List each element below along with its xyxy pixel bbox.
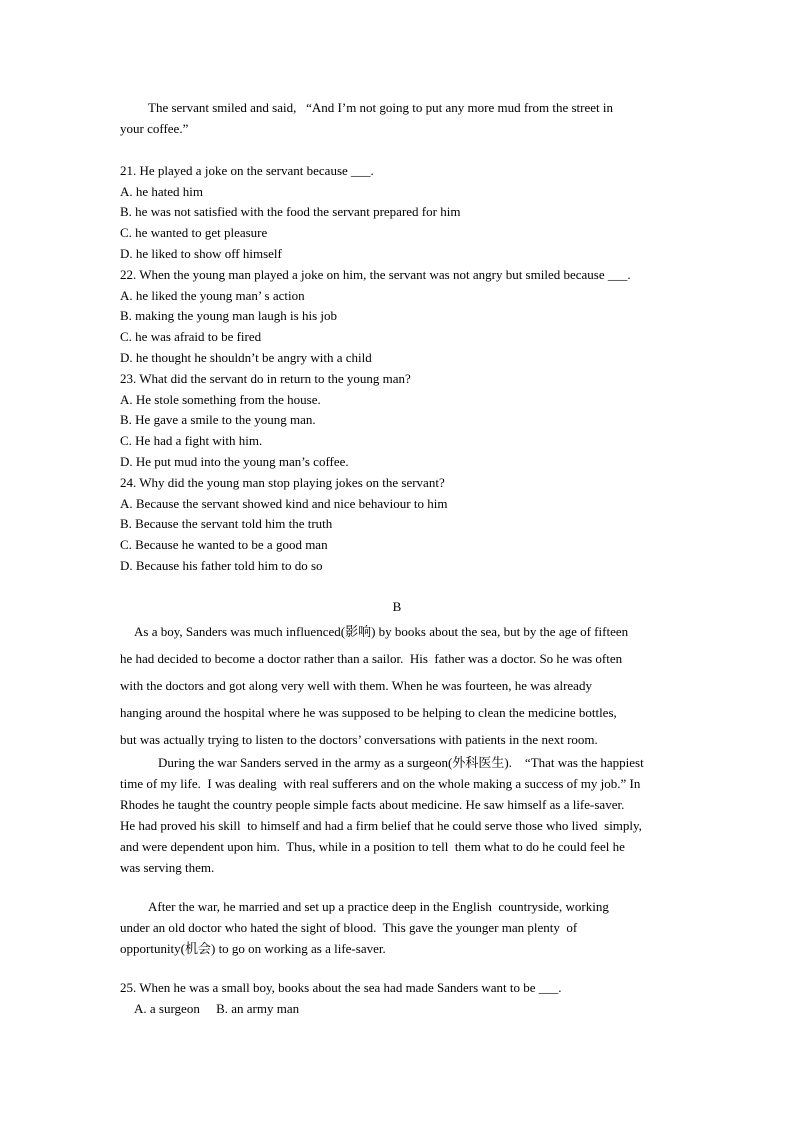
- passage-p1-line-4: hanging around the hospital where he was supposed to be helping to clean the medicine bottles,: [120, 705, 617, 720]
- passage-p3-line-2: under an old doctor who hated the sight of blood. This gave the younger man plenty of: [120, 920, 578, 935]
- question-25-stem: 25. When he was a small boy, books about the sea had made Sanders want to be ___.: [120, 980, 562, 995]
- passage-p2-line-2: time of my life. I was dealing with real sufferers and on the whole making a success of my job.” In: [120, 776, 641, 791]
- question-23-option-c: C. He had a fight with him.: [120, 433, 263, 448]
- section-heading: B: [392, 599, 402, 614]
- passage-p2-line-1: During the war Sanders served in the army as a surgeon(外科医生). “That was the happiest: [158, 755, 644, 770]
- question-25-options: A. a surgeon B. an army man: [134, 1001, 300, 1016]
- passage-p2-line-3: Rhodes he taught the country people simple facts about medicine. He saw himself as a life-saver.: [120, 797, 625, 812]
- question-21-option-a: A. he hated him: [120, 184, 204, 199]
- question-21-stem: 21. He played a joke on the servant because ___.: [120, 163, 374, 178]
- passage-p3-line-3: opportunity(机会) to go on working as a life-saver.: [120, 941, 386, 956]
- question-23-option-b: B. He gave a smile to the young man.: [120, 412, 316, 427]
- passage-p1-line-3: with the doctors and got along very well with them. When he was fourteen, he was already: [120, 678, 592, 693]
- question-23-stem: 23. What did the servant do in return to the young man?: [120, 371, 411, 386]
- passage-p2-line-5: and were dependent upon him. Thus, while in a position to tell them what to do he could feel he: [120, 839, 625, 854]
- question-21-option-d: D. he liked to show off himself: [120, 246, 282, 261]
- passage-p1-line-2: he had decided to become a doctor rather than a sailor. His father was a doctor. So he was often: [120, 651, 623, 666]
- question-23-option-d: D. He put mud into the young man’s coffee.: [120, 454, 349, 469]
- passage-p1-line-1: As a boy, Sanders was much influenced(影响) by books about the sea, but by the age of fifteen: [134, 624, 629, 639]
- question-23-option-a: A. He stole something from the house.: [120, 392, 321, 407]
- question-22-option-a: A. he liked the young man’ s action: [120, 288, 305, 303]
- question-21-option-b: B. he was not satisfied with the food the servant prepared for him: [120, 204, 461, 219]
- passage-p1-line-5: but was actually trying to listen to the doctors’ conversations with patients in the next room.: [120, 732, 598, 747]
- intro-line-1: The servant smiled and said, “And I’m not going to put any more mud from the street in: [148, 100, 614, 115]
- question-22-stem: 22. When the young man played a joke on him, the servant was not angry but smiled because ___.: [120, 267, 631, 282]
- question-22-option-d: D. he thought he shouldn’t be angry with a child: [120, 350, 372, 365]
- intro-line-2: your coffee.”: [120, 121, 189, 136]
- question-24-option-c: C. Because he wanted to be a good man: [120, 537, 328, 552]
- passage-p2-line-4: He had proved his skill to himself and had a firm belief that he could serve those who lived simply,: [120, 818, 642, 833]
- question-22-option-b: B. making the young man laugh is his job: [120, 308, 338, 323]
- question-24-option-d: D. Because his father told him to do so: [120, 558, 323, 573]
- question-24-stem: 24. Why did the young man stop playing jokes on the servant?: [120, 475, 445, 490]
- question-22-option-c: C. he was afraid to be fired: [120, 329, 262, 344]
- passage-p2-line-6: was serving them.: [120, 860, 215, 875]
- question-24-option-b: B. Because the servant told him the truth: [120, 516, 333, 531]
- question-21-option-c: C. he wanted to get pleasure: [120, 225, 268, 240]
- passage-p3-line-1: After the war, he married and set up a practice deep in the English countryside, working: [148, 899, 609, 914]
- question-24-option-a: A. Because the servant showed kind and nice behaviour to him: [120, 496, 448, 511]
